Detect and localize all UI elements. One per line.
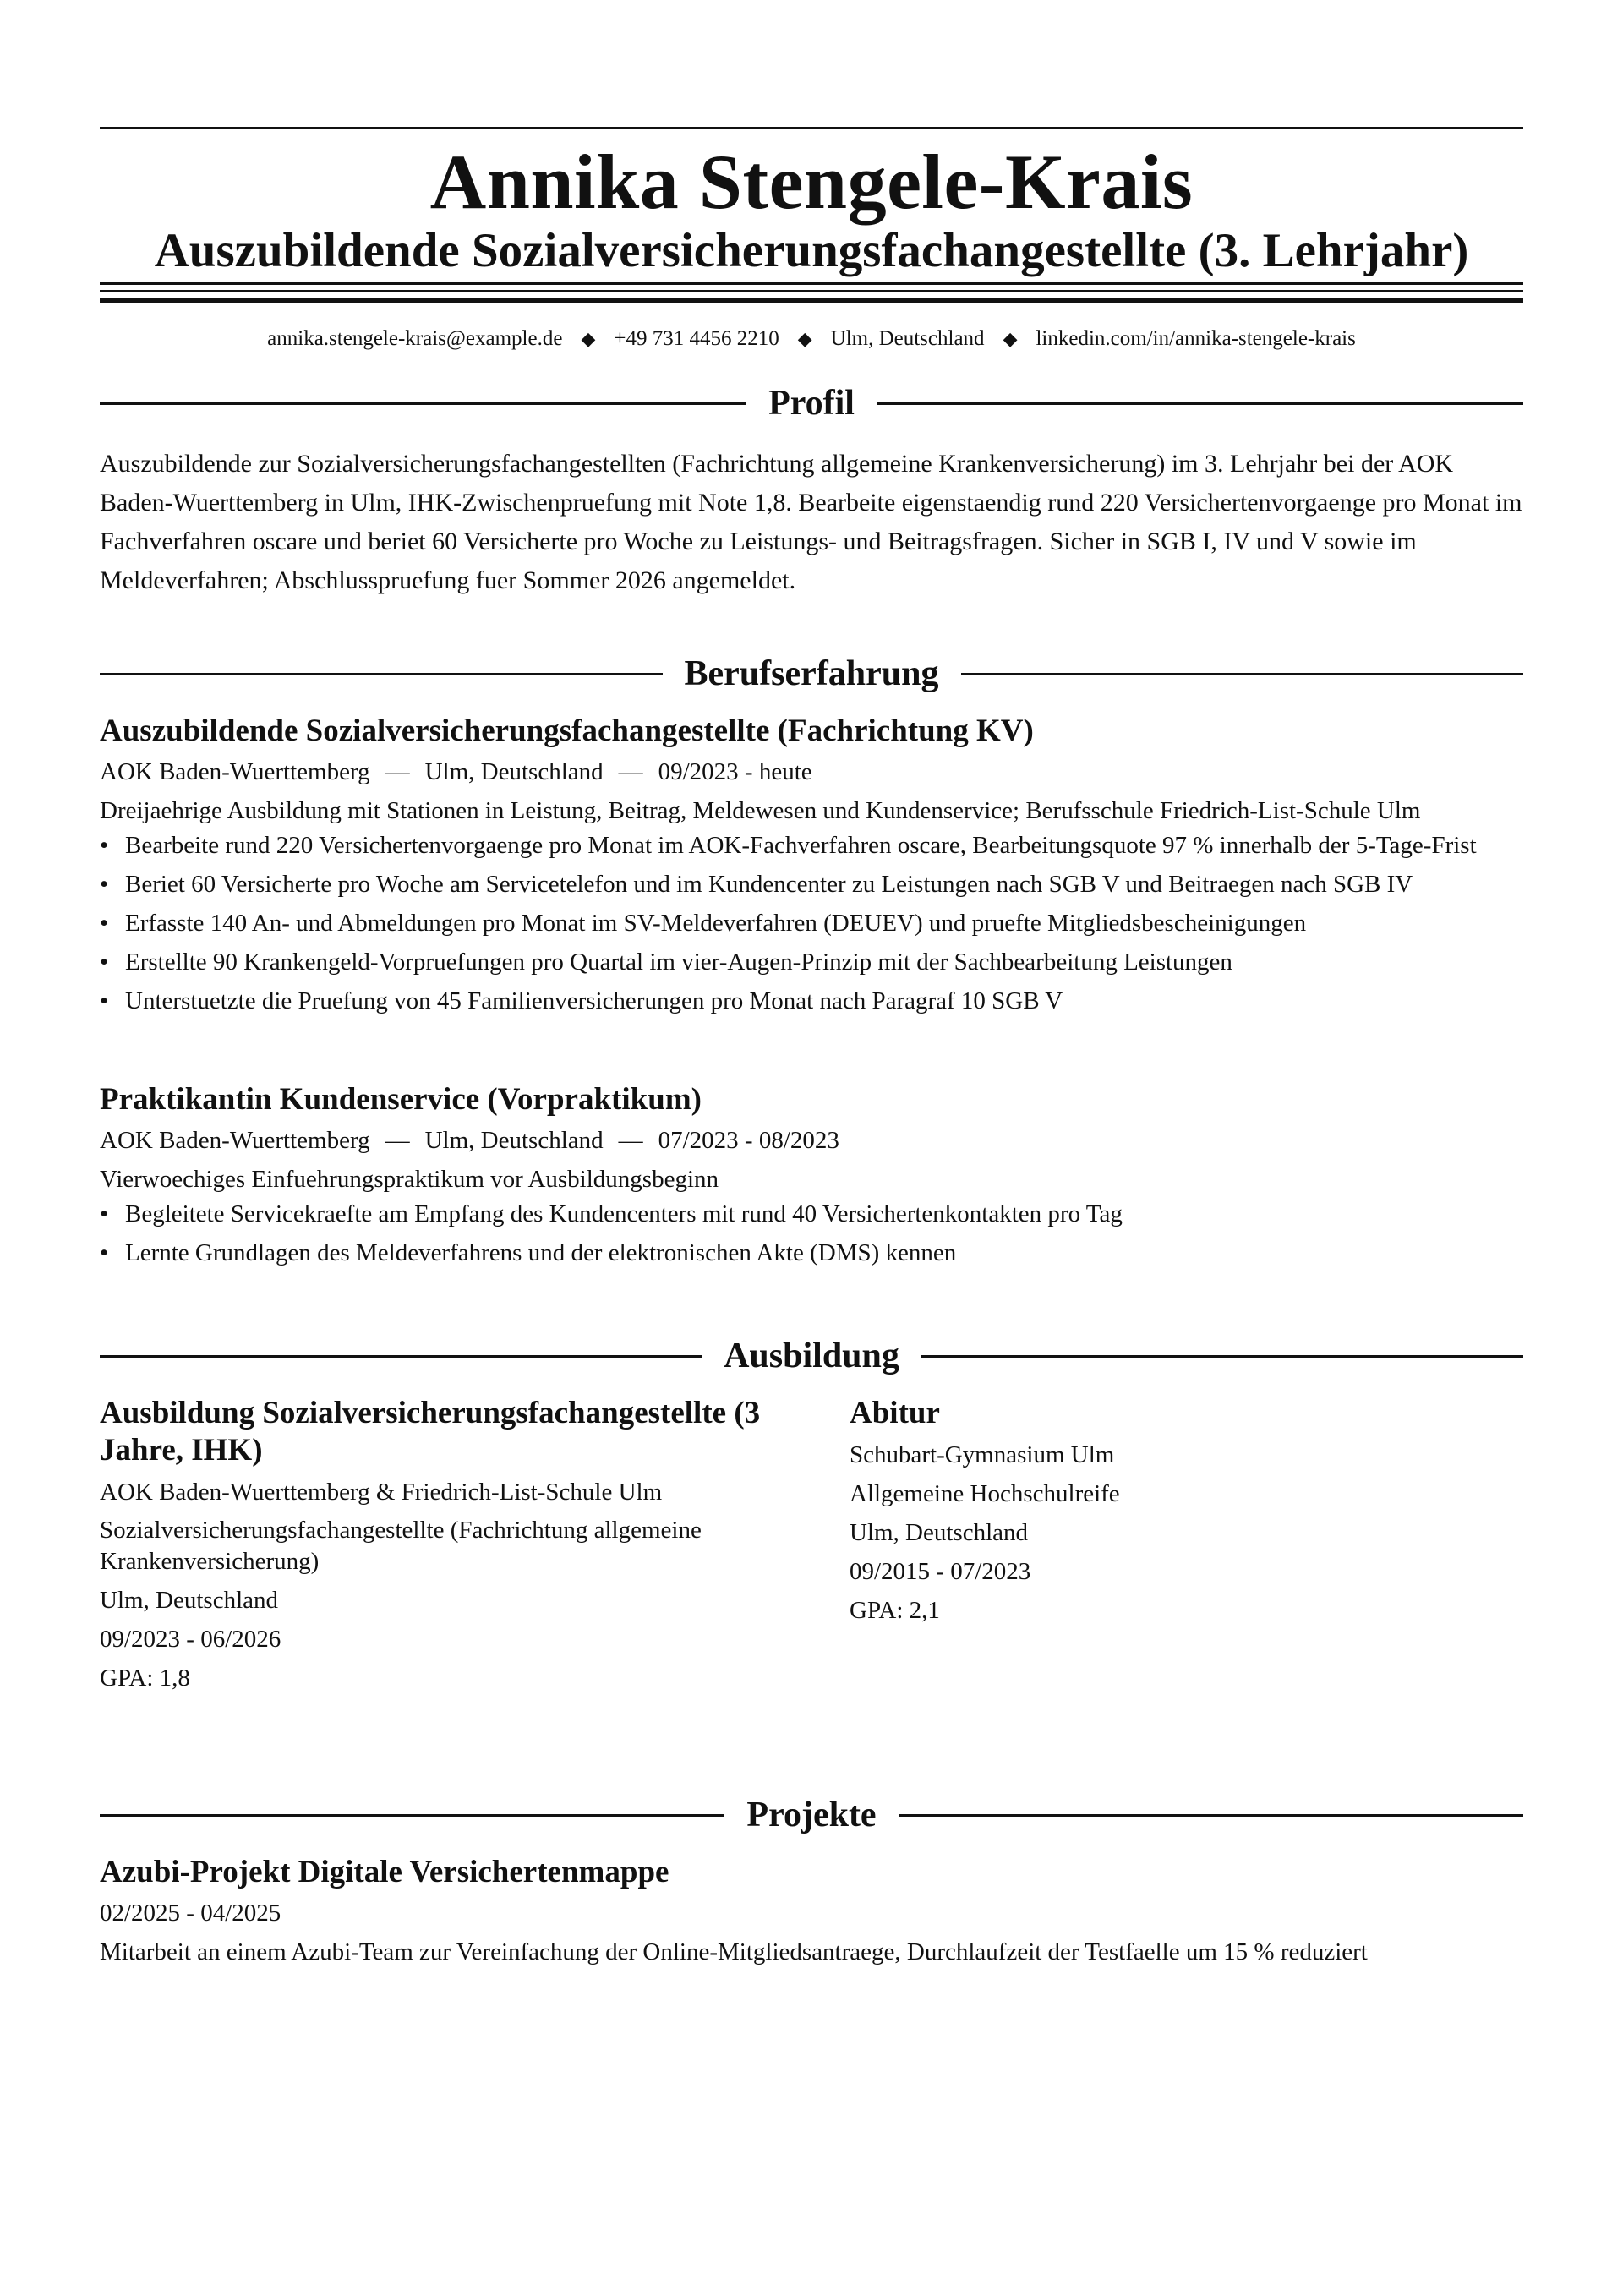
section-header-education — [100, 1335, 1523, 1377]
education-institution: AOK Baden-Wuerttemberg & Friedrich-List-Schule Ulm — [100, 1479, 663, 1506]
education-title: Ausbildung Sozialversicherungsfachangestellte (3 Jahre, IHK) — [100, 1396, 761, 1468]
meta-dash: — — [618, 758, 643, 785]
section-rule — [100, 402, 746, 405]
list-item: • Lernte Grundlagen des Meldeverfahrens und der elektronischen Akte (DMS) kennen — [100, 1238, 1523, 1269]
job-description: Vierwoechiges Einfuehrungspraktikum vor Ausbildungsbeginn — [100, 1166, 719, 1193]
experience-entry — [100, 1079, 1523, 1276]
contact-location: Ulm, Deutschland — [830, 327, 985, 350]
education-entry — [850, 1395, 1523, 1630]
experience-entry — [100, 710, 1523, 1025]
header-top-rule — [100, 127, 1523, 129]
project-title: Azubi-Projekt Digitale Versichertenmappe — [100, 1855, 669, 1889]
education-institution: Schubart-Gymnasium Ulm — [850, 1441, 1115, 1468]
list-item: • Erstellte 90 Krankengeld-Vorpruefungen pro Quartal im vier-Augen-Prinzip mit der Sachbearbeitung Leistungen — [100, 947, 1523, 978]
meta-dash: — — [385, 1127, 410, 1154]
education-degree: Allgemeine Hochschulreife — [850, 1480, 1120, 1507]
section-rule — [877, 402, 1523, 405]
project-description: Mitarbeit an einem Azubi-Team zur Vereinfachung der Online-Mitgliedsantraege, Durchlaufzeit der Testfaelle um 15 % reduziert — [100, 1938, 1368, 1965]
project-dates: 02/2025 - 04/2025 — [100, 1900, 281, 1927]
education-dates: 09/2023 - 06/2026 — [100, 1626, 281, 1653]
section-rule — [921, 1355, 1523, 1358]
section-rule — [100, 1814, 724, 1817]
section-title: Ausbildung — [724, 1337, 899, 1375]
diamond-separator-icon: ◆ — [797, 328, 812, 349]
profile-summary: Auszubildende zur Sozialversicherungsfachangestellten (Fachrichtung allgemeine Krankenversicherung) im 3. Lehrjahr bei der AOK Baden-Wuerttemberg in Ulm, IHK-Zwischenpruefung mit Note 1,8. Bearbeite eigenstaendig rund 220 Versichertenvorgaenge pro Monat im Fachverfahren oscare und beriet 60 Versicherte pro Woche zu Leistungs- und Beitragsfragen. Sicher in SGB I, IV und V sowie im Meldeverfahren; Abschlusspruefung fuer Sommer 2026 angemeldet. — [100, 450, 1522, 594]
section-header-profile — [100, 382, 1523, 424]
header-divider — [100, 282, 1523, 303]
education-dates: 09/2015 - 07/2023 — [850, 1558, 1031, 1585]
section-header-experience — [100, 653, 1523, 695]
job-meta — [100, 752, 1523, 791]
list-item: • Begleitete Servicekraefte am Empfang des Kundencenters mit rund 40 Versichertenkontakten pro Tag — [100, 1199, 1523, 1230]
list-item: • Erfasste 140 An- und Abmeldungen pro Monat im SV-Meldeverfahren (DEUEV) und pruefte Mitgliedsbescheinigungen — [100, 908, 1523, 939]
job-location: Ulm, Deutschland — [424, 758, 604, 785]
diamond-separator-icon: ◆ — [1003, 328, 1018, 349]
education-location: Ulm, Deutschland — [100, 1587, 279, 1614]
contact-linkedin[interactable]: linkedin.com/in/annika-stengele-krais — [1036, 327, 1356, 350]
job-company: AOK Baden-Wuerttemberg — [100, 758, 370, 785]
education-gpa: GPA: 1,8 — [100, 1665, 190, 1692]
section-title: Profil — [768, 384, 855, 423]
meta-dash: — — [385, 758, 410, 785]
section-rule — [100, 1355, 702, 1358]
job-title: Praktikantin Kundenservice (Vorpraktikum) — [100, 1082, 702, 1117]
section-title: Berufserfahrung — [684, 654, 939, 693]
divider-line — [100, 282, 1523, 285]
job-location: Ulm, Deutschland — [424, 1127, 604, 1154]
contact-email[interactable]: annika.stengele-krais@example.de — [267, 327, 563, 350]
divider-line — [100, 298, 1523, 303]
education-degree: Sozialversicherungsfachangestellte (Fachrichtung allgemeine Krankenversicherung) — [100, 1517, 702, 1575]
contact-line — [100, 325, 1523, 353]
divider-line — [100, 290, 1523, 292]
education-entry — [100, 1395, 776, 1697]
project-entry — [100, 1851, 1523, 1971]
section-rule — [961, 673, 1524, 675]
job-meta — [100, 1121, 1523, 1160]
candidate-name: Annika Stengele-Krais — [429, 139, 1194, 225]
meta-dash: — — [618, 1127, 643, 1154]
job-dates: 09/2023 - heute — [658, 758, 812, 785]
list-item: • Beriet 60 Versicherte pro Woche am Servicetelefon und im Kundencenter zu Leistungen nach SGB V und Beitraegen nach SGB IV — [100, 869, 1523, 900]
education-location: Ulm, Deutschland — [850, 1519, 1029, 1546]
job-company: AOK Baden-Wuerttemberg — [100, 1127, 370, 1154]
job-dates: 07/2023 - 08/2023 — [658, 1127, 839, 1154]
list-item: • Unterstuetzte die Pruefung von 45 Familienversicherungen pro Monat nach Paragraf 10 SGB V — [100, 986, 1523, 1017]
job-description: Dreijaehrige Ausbildung mit Stationen in Leistung, Beitrag, Meldewesen und Kundenservice; Berufsschule Friedrich-List-Schule Ulm — [100, 797, 1421, 824]
list-item: • Bearbeite rund 220 Versichertenvorgaenge pro Monat im AOK-Fachverfahren oscare, Bearbeitungsquote 97 % innerhalb der 5-Tage-Frist — [100, 830, 1523, 861]
candidate-headline: Auszubildende Sozialversicherungsfachangestellte (3. Lehrjahr) — [154, 224, 1469, 277]
contact-phone[interactable]: +49 731 4456 2210 — [614, 327, 779, 350]
job-bullets — [100, 1199, 1523, 1269]
section-header-projects — [100, 1794, 1523, 1836]
section-rule — [100, 673, 663, 675]
diamond-separator-icon: ◆ — [581, 328, 596, 349]
section-title: Projekte — [746, 1796, 877, 1834]
education-title: Abitur — [850, 1396, 940, 1430]
job-title: Auszubildende Sozialversicherungsfachangestellte (Fachrichtung KV) — [100, 713, 1034, 748]
section-rule — [899, 1814, 1523, 1817]
job-bullets — [100, 830, 1523, 1017]
education-gpa: GPA: 2,1 — [850, 1597, 940, 1624]
